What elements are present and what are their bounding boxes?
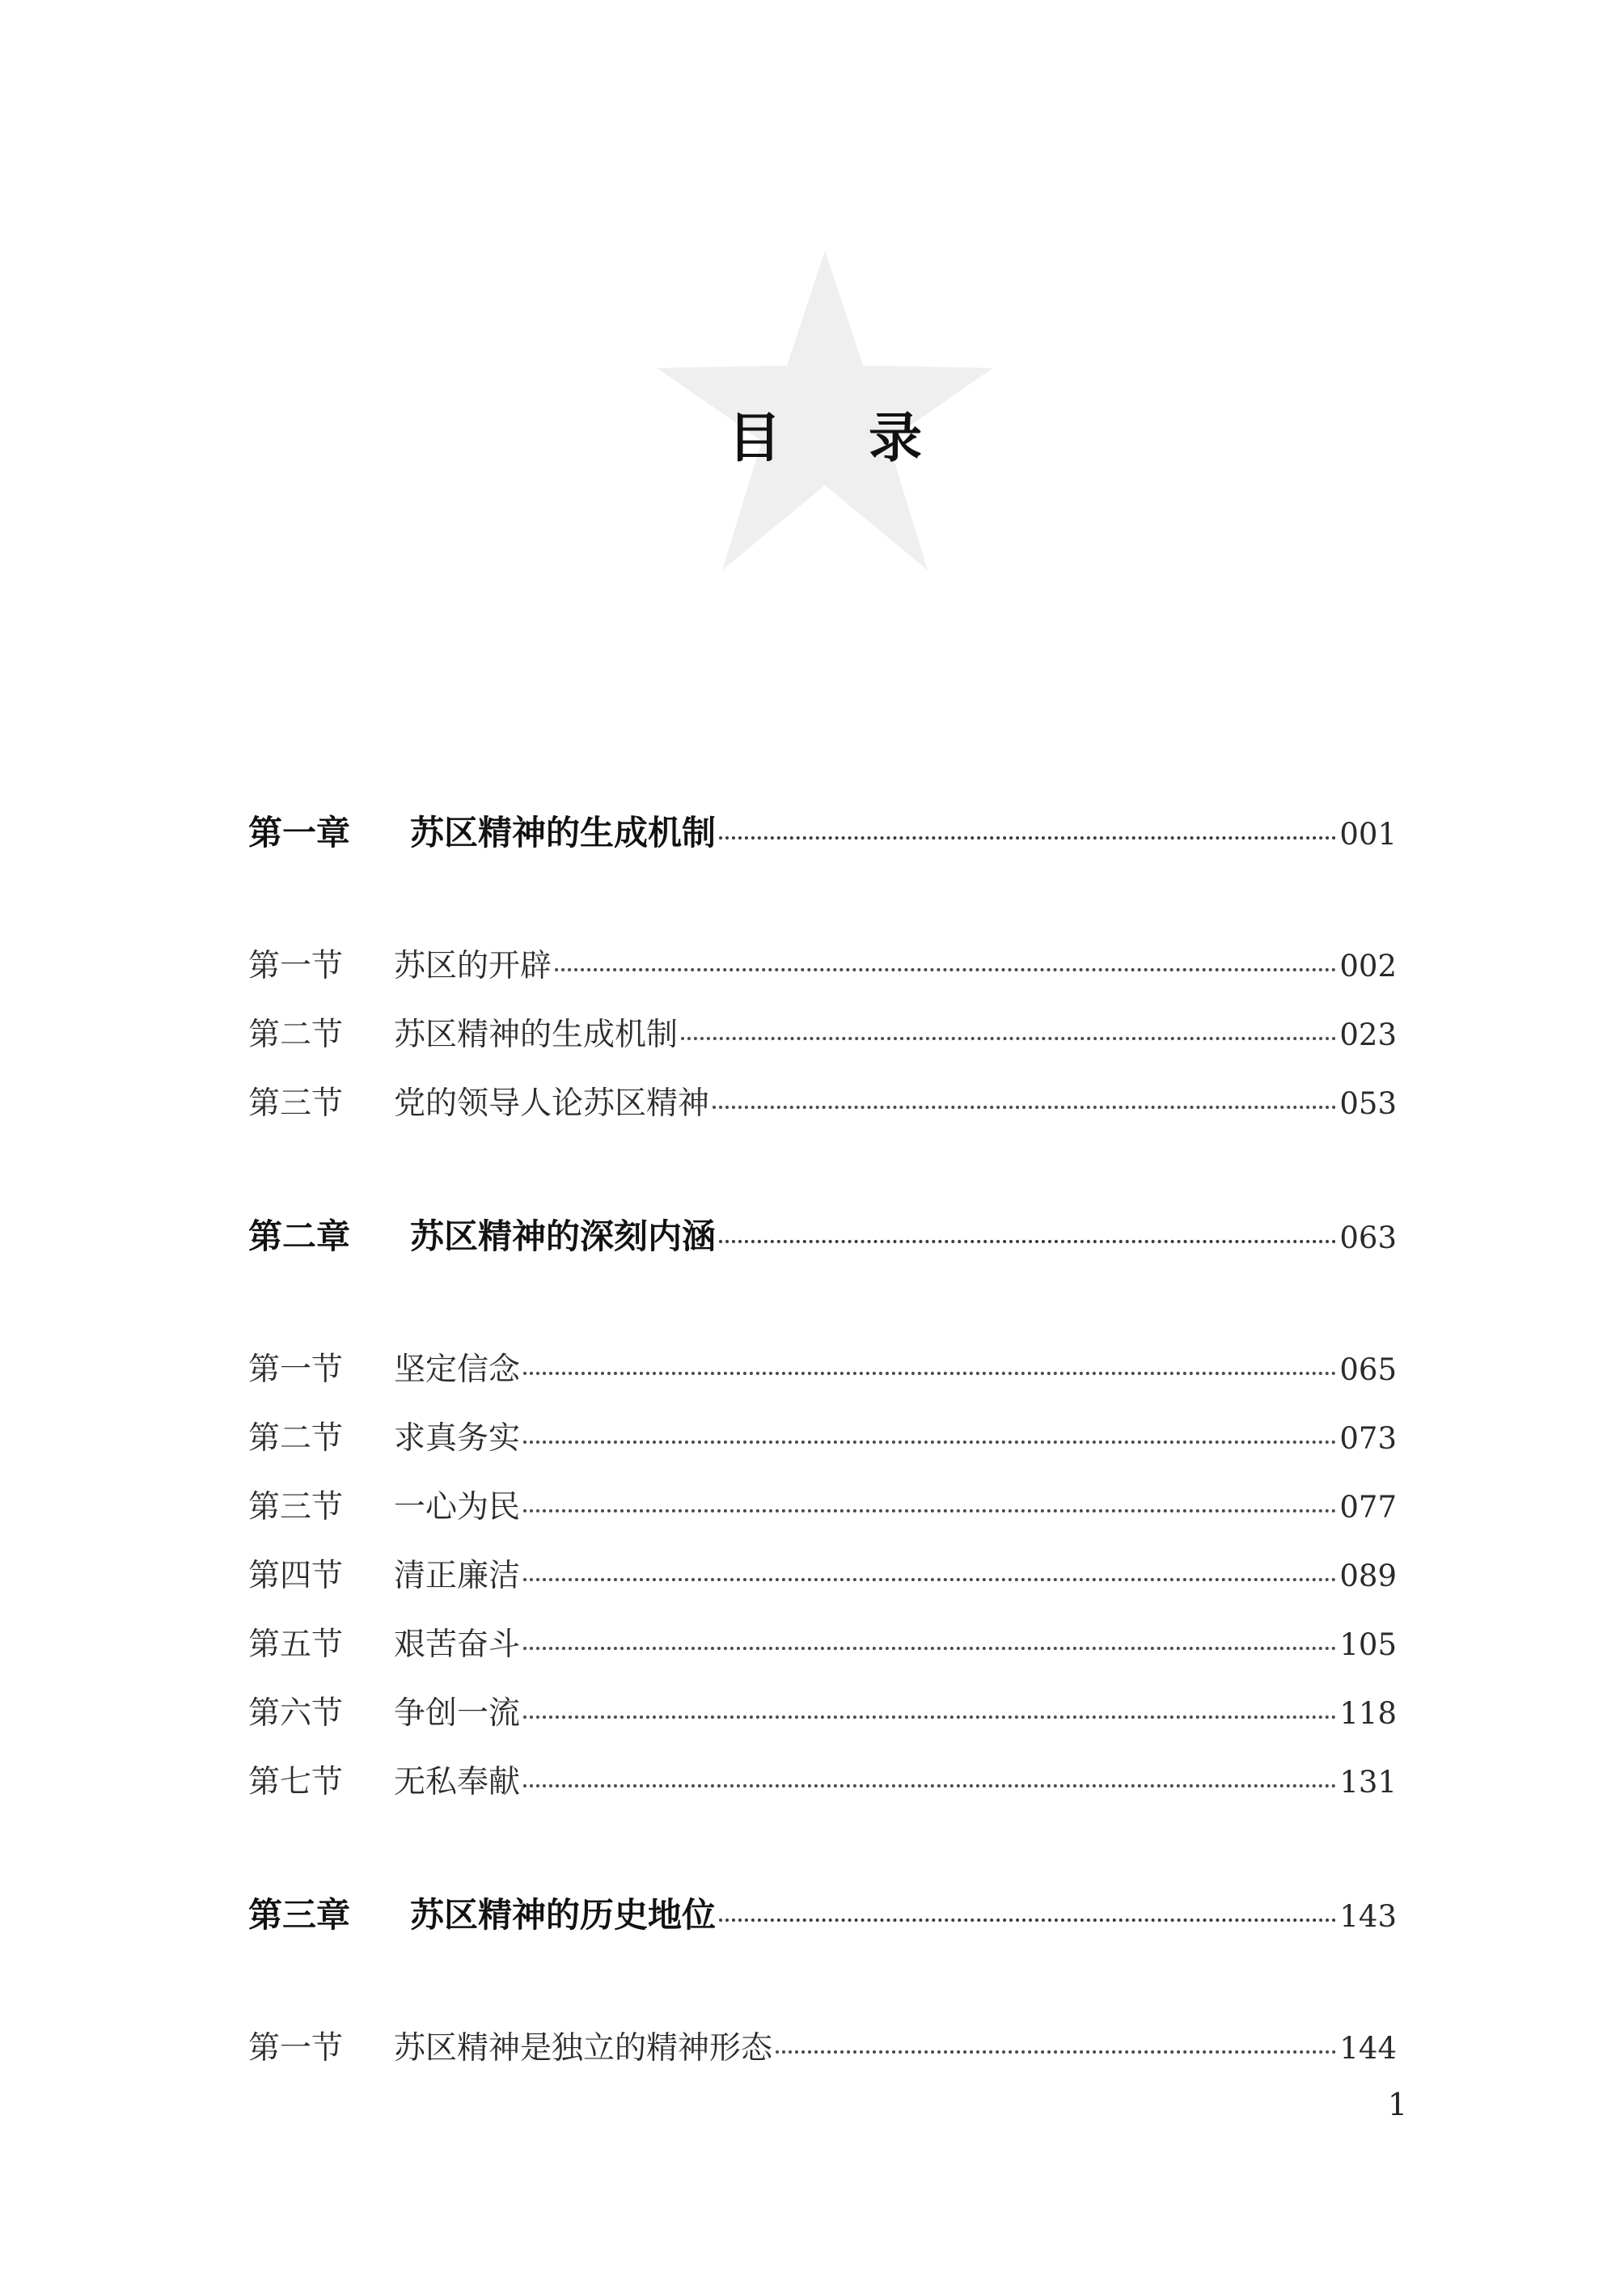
page-title-char: 录 — [869, 406, 922, 469]
section-page: 131 — [1339, 1765, 1397, 1800]
dot-leader — [555, 968, 1336, 971]
section-page: 053 — [1339, 1086, 1397, 1121]
section-title: 苏区精神的生成机制 — [394, 1017, 679, 1053]
section-number: 第一节 — [248, 948, 344, 984]
toc-section[interactable] — [248, 1679, 1397, 1748]
dot-leader — [681, 1037, 1336, 1040]
toc-section[interactable] — [248, 1335, 1397, 1404]
chapter-title: 苏区精神的历史地位 — [410, 1895, 717, 1935]
section-number: 第六节 — [248, 1695, 344, 1732]
toc-section[interactable] — [248, 1542, 1397, 1610]
dot-leader — [523, 1441, 1336, 1444]
section-number: 第一节 — [248, 2030, 344, 2067]
toc-section[interactable] — [248, 1069, 1397, 1138]
section-title: 无私奉献 — [394, 1764, 521, 1800]
chapter-page: 063 — [1339, 1221, 1397, 1255]
chapter-page: 143 — [1339, 1899, 1397, 1934]
section-title: 苏区精神是独立的精神形态 — [394, 2030, 773, 2067]
page-number: 1 — [1387, 2087, 1407, 2122]
section-title: 坚定信念 — [394, 1352, 521, 1388]
dot-leader — [523, 1716, 1336, 1719]
chapter-page: 001 — [1339, 817, 1397, 852]
table-of-contents — [248, 809, 1397, 2083]
dot-leader — [719, 836, 1336, 840]
section-number: 第七节 — [248, 1764, 344, 1800]
chapter-number: 第二章 — [248, 1216, 351, 1256]
section-number: 第二节 — [248, 1017, 344, 1053]
chapter-title: 苏区精神的生成机制 — [410, 813, 717, 852]
toc-section[interactable] — [248, 1404, 1397, 1473]
toc-chapter-1[interactable] — [248, 809, 1397, 857]
toc-chapter-3[interactable] — [248, 1891, 1397, 1940]
toc-section[interactable] — [248, 1001, 1397, 1069]
dot-leader — [713, 1106, 1336, 1109]
toc-section[interactable] — [248, 1473, 1397, 1542]
section-number: 第四节 — [248, 1558, 344, 1594]
toc-section[interactable] — [248, 1748, 1397, 1817]
section-page: 077 — [1339, 1490, 1397, 1525]
section-page: 105 — [1339, 1627, 1397, 1662]
chapter-title: 苏区精神的深刻内涵 — [410, 1216, 717, 1256]
section-title: 一心为民 — [394, 1489, 521, 1525]
dot-leader — [523, 1509, 1336, 1512]
section-page: 002 — [1339, 949, 1397, 984]
section-page: 089 — [1339, 1559, 1397, 1593]
section-title: 求真务实 — [394, 1420, 521, 1457]
section-page: 118 — [1339, 1696, 1397, 1731]
section-title: 苏区的开辟 — [394, 948, 552, 984]
section-page: 065 — [1339, 1352, 1397, 1387]
section-page: 144 — [1339, 2031, 1397, 2066]
section-title: 党的领导人论苏区精神 — [394, 1085, 710, 1122]
dot-leader — [523, 1784, 1336, 1787]
toc-section[interactable] — [248, 932, 1397, 1001]
section-number: 第一节 — [248, 1352, 344, 1388]
title-block — [0, 0, 1624, 615]
dot-leader — [523, 1647, 1336, 1650]
chapter-number: 第一章 — [248, 813, 351, 852]
toc-section[interactable] — [248, 2014, 1397, 2083]
dot-leader — [719, 1919, 1336, 1922]
section-number: 第三节 — [248, 1489, 344, 1525]
dot-leader — [776, 2050, 1336, 2054]
dot-leader — [523, 1578, 1336, 1581]
toc-section[interactable] — [248, 1610, 1397, 1679]
section-title: 清正廉洁 — [394, 1558, 521, 1594]
section-title: 争创一流 — [394, 1695, 521, 1732]
section-number: 第二节 — [248, 1420, 344, 1457]
section-page: 023 — [1339, 1017, 1397, 1052]
dot-leader — [719, 1240, 1336, 1243]
chapter-number: 第三章 — [248, 1895, 351, 1935]
section-number: 第五节 — [248, 1627, 344, 1663]
page-title-char: 目 — [728, 406, 781, 469]
page-title — [728, 388, 922, 477]
dot-leader — [523, 1372, 1336, 1375]
section-number: 第三节 — [248, 1085, 344, 1122]
section-title: 艰苦奋斗 — [394, 1627, 521, 1663]
toc-chapter-2[interactable] — [248, 1212, 1397, 1261]
section-page: 073 — [1339, 1421, 1397, 1456]
